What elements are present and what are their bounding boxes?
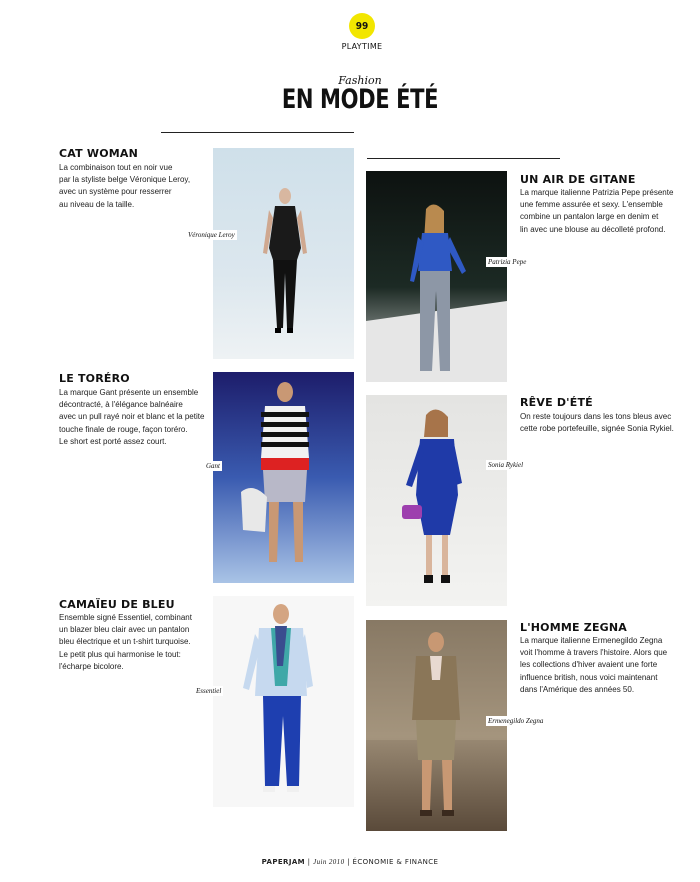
body-line: dans l'Amérique des années 50. — [520, 684, 635, 694]
fashion-photo — [213, 148, 354, 359]
body-line: avec un système pour resserrer — [59, 187, 172, 197]
section-label: PLAYTIME — [341, 42, 383, 51]
article-title: UN AIR DE GITANE — [520, 173, 636, 186]
kicker: Fashion — [338, 74, 382, 87]
photo-credit: Essentiel — [196, 687, 222, 695]
body-line: lin avec une blouse au décolleté profond. — [520, 224, 666, 234]
body-line: cette robe portefeuille, signée Sonia Rykiel. — [520, 424, 674, 434]
article-title: RÊVE D'ÉTÉ — [520, 396, 593, 409]
body-line: touche finale de rouge, façon toréro. — [59, 424, 188, 434]
body-line: La combinaison tout en noir vue — [59, 163, 173, 172]
fashion-photo — [213, 596, 354, 807]
body-line: au niveau de la taille. — [59, 199, 135, 209]
article-body — [520, 635, 692, 696]
article-title: CAMAÏEU DE BLEU — [59, 598, 175, 611]
page-number: 99 — [355, 20, 369, 32]
body-line: Ensemble signé Essentiel, combinant — [59, 613, 192, 622]
footer-date: Juin 2010 — [313, 858, 345, 866]
body-line: avec un pull rayé noir et blanc et la petite — [59, 412, 205, 422]
body-line: combine un pantalon large en denim et — [520, 212, 659, 222]
article-body — [59, 612, 209, 673]
footer-magazine: PAPERJAM — [261, 858, 306, 866]
photo-credit: Ermenegildo Zegna — [488, 717, 544, 725]
body-line: un blazer bleu clair avec un pantalon — [59, 625, 190, 635]
body-line: influence british, nous voici maintenant — [520, 672, 658, 682]
footer-section: ÉCONOMIE & FINANCE — [352, 858, 439, 866]
footer-separator: | — [347, 858, 350, 866]
divider-right — [367, 158, 560, 159]
body-line: bleu électrique et un t-shirt turquoise. — [59, 637, 191, 647]
body-line: On reste toujours dans les tons bleus avec — [520, 412, 672, 421]
body-line: une femme assurée et sexy. L'ensemble — [520, 200, 663, 210]
photo-credit: Véronique Leroy — [188, 231, 235, 239]
fashion-photo — [366, 395, 507, 606]
body-line: les collections d'hiver avaient une forte — [520, 660, 658, 670]
article-body — [520, 187, 690, 236]
body-line: Le short est porté assez court. — [59, 436, 167, 446]
photo-credit: Gant — [206, 462, 220, 470]
body-line: par la styliste belge Véronique Leroy, — [59, 175, 191, 185]
article-title: CAT WOMAN — [59, 147, 139, 160]
body-line: décontracté, à l'élégance balnéaire — [59, 400, 183, 410]
body-line: La marque italienne Patrizia Pepe présente — [520, 188, 674, 197]
body-line: Le petit plus qui harmonise le tout: — [59, 649, 181, 659]
page-title: EN MODE ÉTÉ — [281, 84, 439, 115]
body-line: La marque Gant présente un ensemble — [59, 388, 199, 397]
body-line: l'écharpe bicolore. — [59, 661, 124, 671]
page-number-badge — [349, 13, 375, 39]
article-body — [59, 387, 209, 448]
fashion-photo — [366, 171, 507, 382]
page-footer — [0, 858, 700, 866]
fashion-photo — [213, 372, 354, 583]
article-title: LE TORÉRO — [59, 372, 130, 385]
body-line: voit l'homme à travers l'histoire. Alors que — [520, 648, 668, 658]
divider-left — [161, 132, 354, 133]
photo-credit: Patrizia Pepe — [488, 258, 527, 266]
photo-credit: Sonia Rykiel — [488, 461, 524, 469]
body-line: La marque italienne Ermenegildo Zegna — [520, 636, 663, 645]
article-body — [59, 162, 209, 211]
article-title: L'HOMME ZEGNA — [520, 621, 628, 634]
footer-separator: | — [307, 858, 311, 866]
article-body — [520, 411, 692, 435]
